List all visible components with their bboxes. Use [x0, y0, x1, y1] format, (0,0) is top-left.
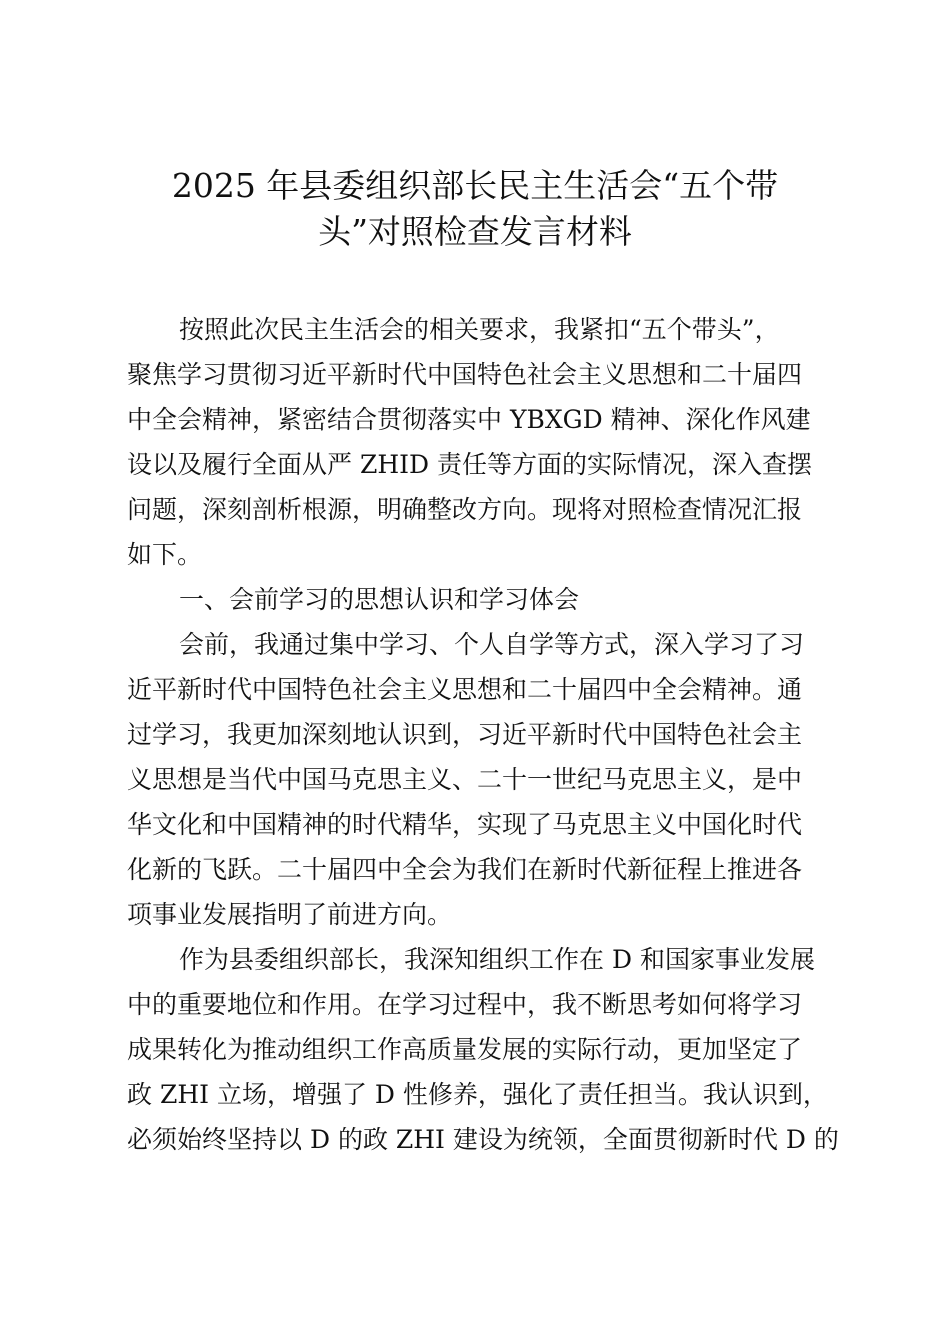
title-line: 2025 年县委组织部长民主生活会“五个带: [171, 166, 779, 205]
text-line: 过学习，我更加深刻地认识到，习近平新时代中国特色社会主: [127, 720, 803, 749]
text-line: 如下。: [127, 540, 203, 569]
text-line: 会前，我通过集中学习、个人自学等方式，深入学习了习: [179, 630, 805, 659]
text-line: 义思想是当代中国马克思主义、二十一世纪马克思主义，是中: [127, 765, 803, 794]
text-line: 中全会精神，紧密结合贯彻落实中 YBXGD 精神、深化作风建: [127, 405, 811, 434]
text-line: 政 ZHI 立场，增强了 D 性修养，强化了责任担当。我认识到，: [127, 1080, 828, 1109]
text-line: 中的重要地位和作用。在学习过程中，我不断思考如何将学习: [127, 990, 803, 1019]
text-line: 必须始终坚持以 D 的政 ZHI 建设为统领，全面贯彻新时代 D 的: [127, 1125, 839, 1154]
text-line: 一、会前学习的思想认识和学习体会: [179, 585, 580, 614]
text-line: 设以及履行全面从严 ZHID 责任等方面的实际情况，深入查摆: [127, 450, 812, 479]
text-line: 按照此次民主生活会的相关要求，我紧扣“五个带头”，: [179, 315, 780, 344]
title-line: 头”对照检查发言材料: [318, 212, 632, 251]
paragraph-intro: [127, 307, 831, 577]
text-line: 化新的飞跃。二十届四中全会为我们在新时代新征程上推进各: [127, 855, 803, 884]
paragraph-study: [127, 622, 831, 937]
text-line: 作为县委组织部长，我深知组织工作在 D 和国家事业发展: [179, 945, 815, 974]
document-title: [118, 163, 832, 255]
text-line: 问题，深刻剖析根源，明确整改方向。现将对照检查情况汇报: [127, 495, 803, 524]
document-body: [127, 307, 839, 1162]
text-line: 华文化和中国精神的时代精华，实现了马克思主义中国化时代: [127, 810, 803, 839]
text-line: 项事业发展指明了前进方向。: [127, 900, 453, 929]
text-line: 近平新时代中国特色社会主义思想和二十届四中全会精神。通: [127, 675, 803, 704]
section-heading: [127, 577, 831, 622]
text-line: 成果转化为推动组织工作高质量发展的实际行动，更加坚定了: [127, 1035, 803, 1064]
text-line: 聚焦学习贯彻习近平新时代中国特色社会主义思想和二十届四: [127, 360, 803, 389]
paragraph-role: [127, 937, 839, 1162]
